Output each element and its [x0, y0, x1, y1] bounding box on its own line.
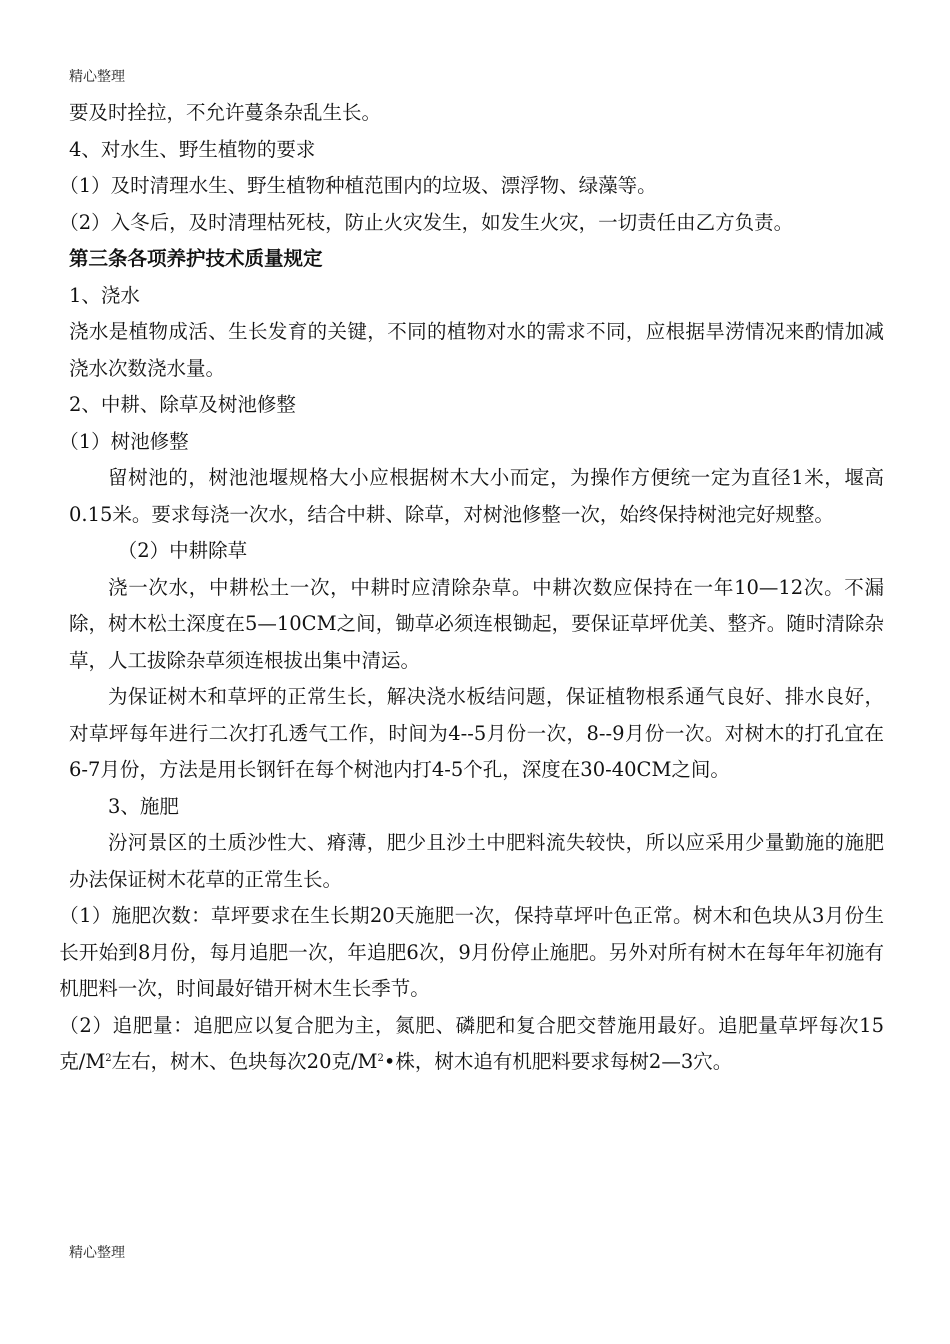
- superscript-square-2: 2: [377, 1053, 384, 1064]
- paragraph-fertilizing-amount: [59, 1008, 884, 1081]
- fertilizing-amount-text-2: 左右，树木、色块每次20克/M: [111, 1050, 378, 1073]
- fertilizing-amount-text-1: （2）追肥量：追肥应以复合肥为主，氮肥、磷肥和复合肥交替施用最好。追肥量草坪每次15克/M: [59, 1013, 884, 1073]
- paragraph-aeration: 为保证树木和草坪的正常生长，解决浇水板结问题，保证植物根系通气良好、排水良好，对草坪每年进行二次打孔透气工作，时间为4--5月份一次，8--9月份一次。对树木的打孔宜在6-7月份，方法是用长钢钎在每个树池内打4-5个孔，深度在30-40CM之间。: [69, 685, 884, 781]
- paragraph-fertilizing-intro: 汾河景区的土质沙性大、瘠薄，肥少且沙土中肥料流失较快，所以应采用少量勤施的施肥办法保证树木花草的正常生长。: [69, 831, 884, 891]
- document-body: [59, 95, 884, 1081]
- paragraph-aquatic-cleanup: （1）及时清理水生、野生植物种植范围内的垃圾、漂浮物、绿藻等。: [59, 174, 657, 197]
- paragraph-watering: 浇水是植物成活、生长发育的关键，不同的植物对水的需求不同，应根据旱涝情况来酌情加减浇水次数浇水量。: [69, 320, 884, 380]
- fertilizing-amount-text-3: •株，树木追有机肥料要求每树2—3穴。: [383, 1050, 733, 1073]
- paragraph-winter-fire: （2）入冬后，及时清理枯死枝，防止火灾发生，如发生火灾，一切责任由乙方负责。: [59, 210, 794, 234]
- superscript-square-1: 2: [105, 1053, 112, 1064]
- page-footer: 精心整理: [69, 1245, 125, 1261]
- subheading-weeding: （2）中耕除草: [117, 539, 248, 562]
- paragraph-tree-pit: 留树池的，树池池堰规格大小应根据树木大小而定，为操作方便统一定为直径1米，堰高0.15米。要求每浇一次水，结合中耕、除草，对树池修整一次，始终保持树池完好规整。: [69, 466, 884, 526]
- paragraph-fertilizing-frequency: （1）施肥次数：草坪要求在生长期20天施肥一次，保持草坪叶色正常。树木和色块从3月份生长开始到8月份，每月追肥一次，年追肥6次，9月份停止施肥。另外对所有树木在每年年初施有机肥料一次，时间最好错开树木生长季节。: [59, 904, 884, 1000]
- section-title-article-three: 第三条各项养护技术质量规定: [69, 247, 323, 270]
- paragraph-vine-tying: 要及时拴拉，不允许蔓条杂乱生长。: [69, 101, 382, 124]
- subheading-tree-pit: （1）树池修整: [59, 429, 189, 453]
- heading-fertilizing: 3、施肥: [108, 794, 179, 818]
- heading-watering: 1、浇水: [69, 283, 140, 307]
- heading-aquatic-plants: 4、对水生、野生植物的要求: [69, 137, 316, 161]
- heading-cultivation: 2、中耕、除草及树池修整: [69, 393, 296, 416]
- page-header: 精心整理: [69, 69, 125, 85]
- paragraph-weeding: 浇一次水，中耕松土一次，中耕时应清除杂草。中耕次数应保持在一年10—12次。不漏除，树木松土深度在5—10CM之间，锄草必须连根锄起，要保证草坪优美、整齐。随时清除杂草，人工拔除杂草须连根拔出集中清运。: [69, 575, 884, 672]
